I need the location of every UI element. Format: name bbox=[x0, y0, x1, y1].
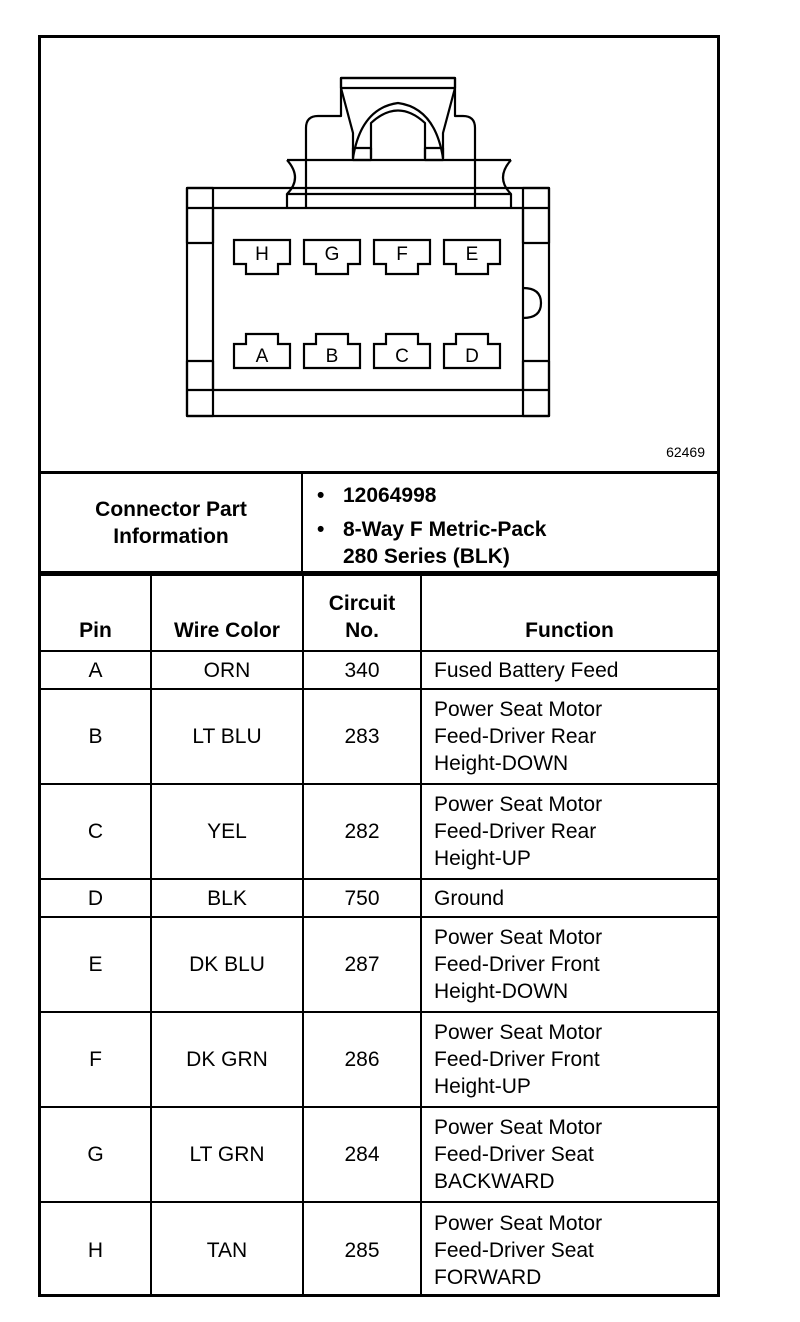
function-cell: Fused Battery Feed bbox=[421, 651, 717, 689]
circuit-cell: 750 bbox=[303, 879, 421, 917]
pin-cell: E bbox=[41, 917, 151, 1012]
wire-color-cell: YEL bbox=[151, 784, 303, 879]
table-row bbox=[41, 917, 717, 1012]
description-line2: 280 Series (BLK) bbox=[343, 545, 510, 568]
pin-cell: G bbox=[41, 1107, 151, 1202]
pin-cell: H bbox=[41, 1202, 151, 1297]
table-row bbox=[41, 1202, 717, 1297]
description-line1: 8-Way F Metric-Pack bbox=[343, 518, 547, 541]
wire-color-cell: LT GRN bbox=[151, 1107, 303, 1202]
circuit-cell: 283 bbox=[303, 689, 421, 784]
function-cell: Power Seat Motor Feed-Driver Seat BACKWARD bbox=[421, 1107, 717, 1202]
table-row bbox=[41, 1107, 717, 1202]
function-cell: Power Seat Motor Feed-Driver Rear Height-UP bbox=[421, 784, 717, 879]
header-pin: Pin bbox=[41, 575, 151, 651]
function-cell: Power Seat Motor Feed-Driver Front Height-UP bbox=[421, 1012, 717, 1107]
part-number: 12064998 bbox=[343, 484, 437, 507]
figure-id: 62469 bbox=[666, 444, 705, 460]
cavity-label-G: G bbox=[324, 244, 340, 265]
cavity-label-C: C bbox=[395, 346, 409, 367]
wire-color-cell: DK BLU bbox=[151, 917, 303, 1012]
table-row bbox=[41, 784, 717, 879]
table-row bbox=[41, 689, 717, 784]
cavity-label-B: B bbox=[325, 346, 339, 367]
pin-cell: A bbox=[41, 651, 151, 689]
pin-cell: C bbox=[41, 784, 151, 879]
table-row bbox=[41, 879, 717, 917]
part-info-section bbox=[41, 471, 717, 574]
pin-table bbox=[41, 574, 717, 1297]
cavity-label-A: A bbox=[255, 346, 269, 367]
function-cell: Power Seat Motor Feed-Driver Seat FORWARD bbox=[421, 1202, 717, 1297]
part-info-label bbox=[41, 474, 303, 571]
table-row bbox=[41, 651, 717, 689]
bullet: • bbox=[317, 484, 325, 507]
header-circuit bbox=[303, 575, 421, 651]
function-cell: Power Seat Motor Feed-Driver Rear Height-DOWN bbox=[421, 689, 717, 784]
header-function: Function bbox=[421, 575, 717, 651]
cavity-label-D: D bbox=[465, 346, 479, 367]
wire-color-cell: LT BLU bbox=[151, 689, 303, 784]
bullet: • bbox=[317, 518, 325, 541]
circuit-cell: 284 bbox=[303, 1107, 421, 1202]
cavity-label-F: F bbox=[396, 244, 408, 265]
circuit-cell: 287 bbox=[303, 917, 421, 1012]
wire-color-cell: TAN bbox=[151, 1202, 303, 1297]
header-circuit-line1: Circuit bbox=[328, 592, 396, 615]
pin-cell: B bbox=[41, 689, 151, 784]
circuit-cell: 340 bbox=[303, 651, 421, 689]
description-row-2 bbox=[343, 543, 717, 570]
description-row bbox=[317, 516, 717, 543]
table-row bbox=[41, 1012, 717, 1107]
function-cell: Ground bbox=[421, 879, 717, 917]
table-header-row bbox=[41, 575, 717, 651]
cavity-label-H: H bbox=[255, 244, 269, 265]
circuit-cell: 285 bbox=[303, 1202, 421, 1297]
wire-color-cell: ORN bbox=[151, 651, 303, 689]
circuit-cell: 282 bbox=[303, 784, 421, 879]
part-info-label-line1: Connector Part bbox=[95, 497, 247, 521]
wire-color-cell: DK GRN bbox=[151, 1012, 303, 1107]
part-info-values bbox=[303, 474, 717, 571]
circuit-cell: 286 bbox=[303, 1012, 421, 1107]
pin-cell: F bbox=[41, 1012, 151, 1107]
cavity-layer bbox=[41, 38, 717, 473]
part-number-row bbox=[317, 482, 717, 509]
header-circuit-line2: No. bbox=[345, 619, 379, 642]
header-wire-color: Wire Color bbox=[151, 575, 303, 651]
wire-color-cell: BLK bbox=[151, 879, 303, 917]
pin-cell: D bbox=[41, 879, 151, 917]
cavity-label-E: E bbox=[465, 244, 479, 265]
function-cell: Power Seat Motor Feed-Driver Front Height-DOWN bbox=[421, 917, 717, 1012]
connector-diagram bbox=[41, 38, 717, 473]
part-info-label-line2: Information bbox=[113, 524, 229, 548]
connector-frame bbox=[38, 35, 720, 1297]
